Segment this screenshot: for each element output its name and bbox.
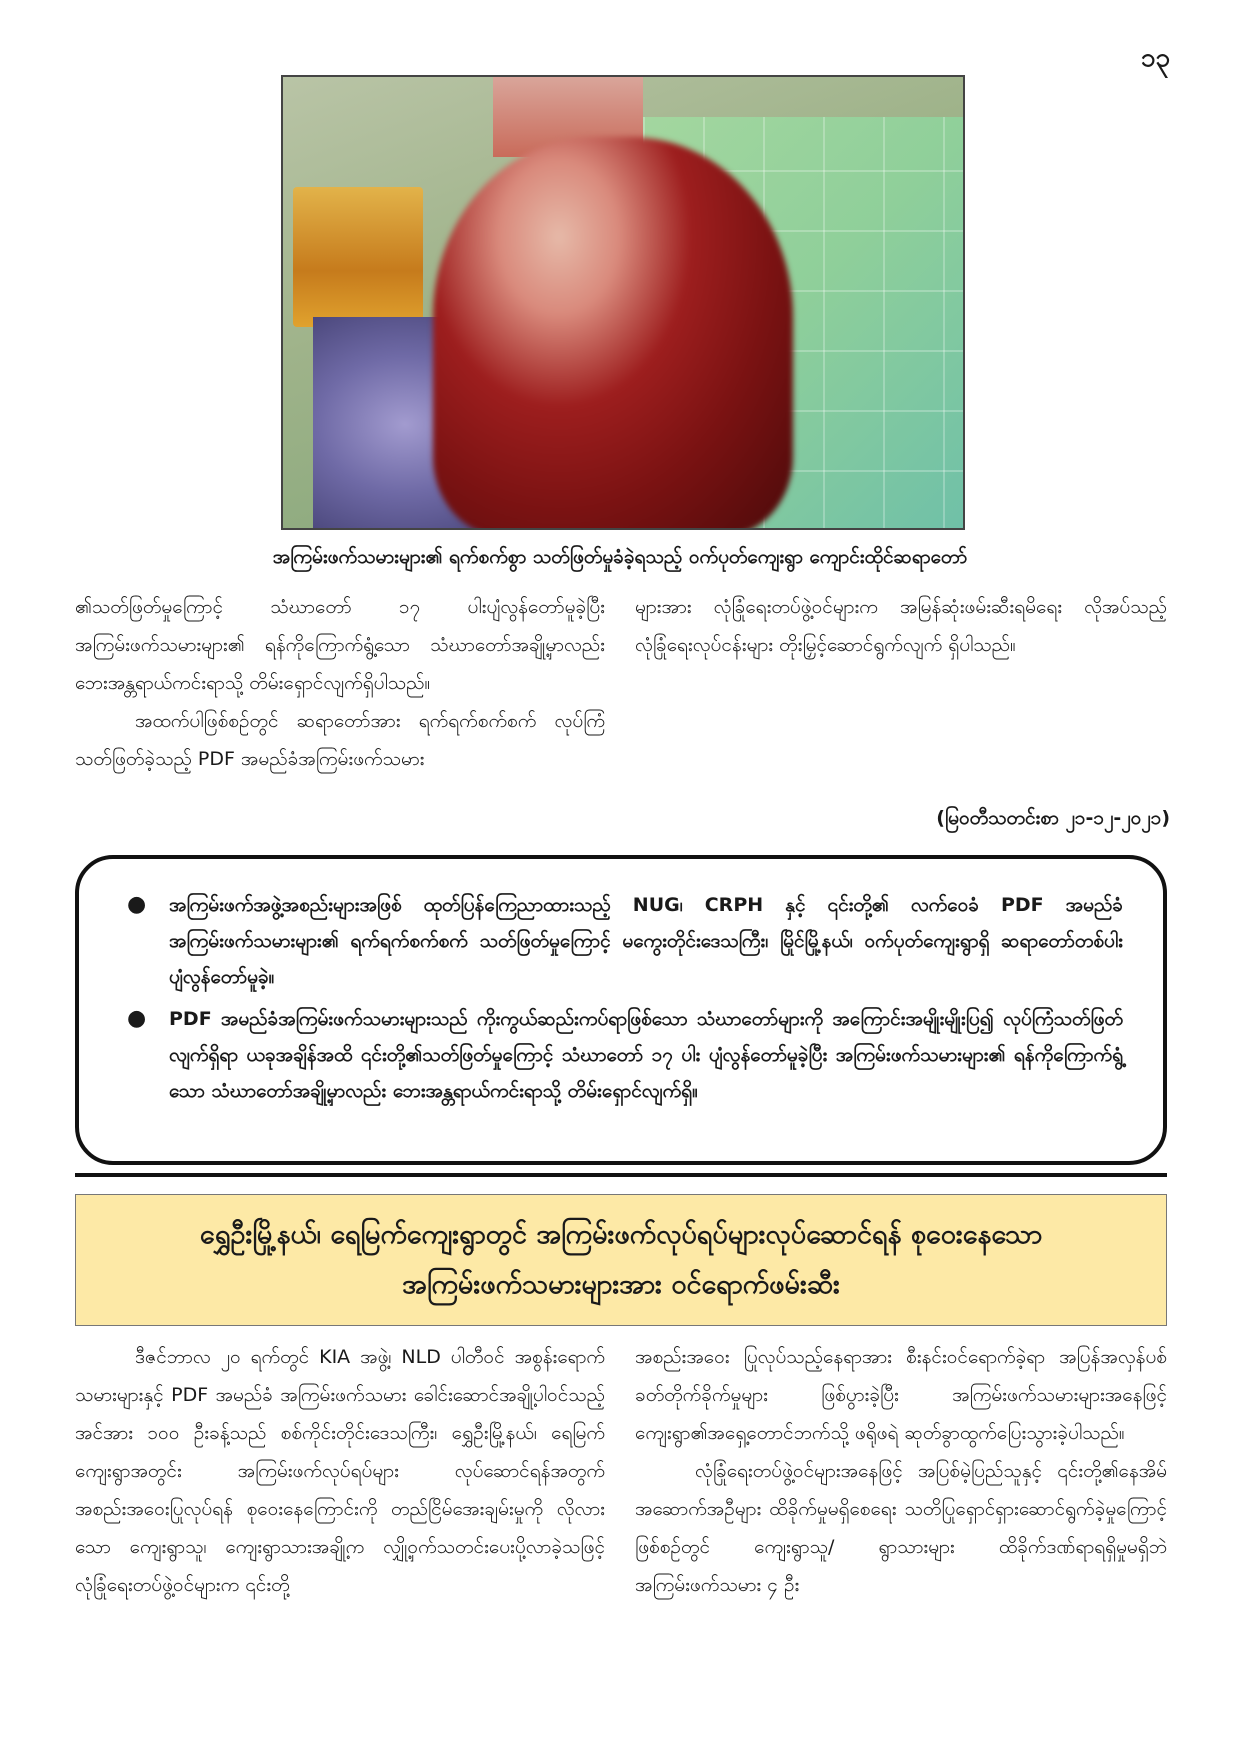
headline-line-2: အကြမ်းဖက်သမားများအား ဝင်ရောက်ဖမ်းဆီး xyxy=(402,1269,840,1300)
article-right-column xyxy=(635,1338,1167,1604)
left-column xyxy=(75,588,605,778)
page-number: ၁၃ xyxy=(1140,43,1170,73)
left-paragraph-2: အထက်ပါဖြစ်စဉ်တွင် ဆရာတော်အား ရက်ရက်စက်စက် လုပ်ကြံသတ်ဖြတ်ခဲ့သည့် PDF အမည်ခံအကြမ်းဖက်သမား xyxy=(75,710,605,770)
summary-bullet xyxy=(119,887,1123,995)
photo-blurred-figure xyxy=(433,137,793,530)
summary-bullet xyxy=(119,1001,1123,1109)
bullet-icon: ● xyxy=(127,892,147,917)
right-column xyxy=(635,588,1167,664)
headline-line-1: ရွှေဦးမြို့နယ်၊ ရေမြက်ကျေးရွာတွင် အကြမ်းဖက်လုပ်ရပ်များလုပ်ဆောင်ရန် စုဝေးနေသော xyxy=(199,1219,1043,1250)
article-left-paragraph: ဒီဇင်ဘာလ ၂၀ ရက်တွင် KIA အဖွဲ့၊ NLD ပါတီဝင် အစွန်းရောက်သမားများနှင့် PDF အမည်ခံ အကြမ်းဖက်သမား ခေါင်းဆောင်အချို့ပါဝင်သည့် အင်အား ၁၀၀ ဦးခန့်သည် စစ်ကိုင်းတိုင်းဒေသကြီး၊ ရွှေဦးမြို့နယ်၊ ရေမြက်ကျေးရွာအတွင်း အကြမ်းဖက်လုပ်ရပ်များ လုပ်ဆောင်ရန်အတွက် အစည်းအဝေးပြုလုပ်ရန် စုဝေးနေကြောင်းကို တည်ငြိမ်အေးချမ်းမှုကို လိုလားသော ကျေးရွာသူ၊ ကျေးရွာသားအချို့က လျှို့ဝှက်သတင်းပေးပို့လာခဲ့သဖြင့် လုံခြုံရေးတပ်ဖွဲ့ဝင်များက ၎င်းတို့ xyxy=(75,1346,605,1596)
article-right-paragraph-1: အစည်းအဝေး ပြုလုပ်သည့်နေရာအား စီးနင်းဝင်ရောက်ခဲ့ရာ အပြန်အလှန်ပစ်ခတ်တိုက်ခိုက်မှုများ ဖြစ်ပွားခဲ့ပြီး အကြမ်းဖက်သမားများအနေဖြင့် ကျေးရွာ၏အရှေ့တောင်ဘက်သို့ ဖရိုဖရဲ ဆုတ်ခွာထွက်ပြေးသွားခဲ့ပါသည်။ xyxy=(635,1346,1167,1444)
source-citation: (မြဝတီသတင်းစာ ၂၁-၁၂-၂၀၂၁) xyxy=(936,807,1170,829)
bullet-icon: ● xyxy=(127,1006,147,1031)
photo-caption: အကြမ်းဖက်သမားများ၏ ရက်စက်စွာ သတ်ဖြတ်မှုခံခဲ့ရသည့် ဝက်ပုတ်ကျေးရွာ ကျောင်းထိုင်ဆရာတော် xyxy=(272,546,968,568)
article-right-paragraph-2: လုံခြုံရေးတပ်ဖွဲ့ဝင်များအနေဖြင့် အပြစ်မဲ့ပြည်သူနှင့် ၎င်းတို့၏နေအိမ်အဆောက်အဦများ ထိခိုက်မှုမရှိစေရေး သတိပြုရှောင်ရှားဆောင်ရွက်ခဲ့မှုကြောင့် ဖြစ်စဉ်တွင် ကျေးရွာသူ/ ရွာသားများ ထိခိုက်ဒဏ်ရာရရှိမှုမရှိဘဲ အကြမ်းဖက်သမား ၄ ဦး xyxy=(635,1460,1167,1596)
summary-text: အကြမ်းဖက်အဖွဲ့အစည်းများအဖြစ် ထုတ်ပြန်ကြေညာထားသည့် NUG၊ CRPH နှင့် ၎င်းတို့၏ လက်ဝေခံ PDF အမည်ခံ အကြမ်းဖက်သမားများ၏ ရက်ရက်စက်စက် သတ်ဖြတ်မှုကြောင့် မကွေးတိုင်းဒေသကြီး၊ မြိုင်မြို့နယ်၊ ဝက်ပုတ်ကျေးရွာရှိ ဆရာတော်တစ်ပါး ပျံလွန်တော်မူခဲ့။ xyxy=(169,894,1123,988)
left-paragraph-1: ၏သတ်ဖြတ်မှုကြောင့် သံဃာတော် ၁၇ ပါးပျံလွန်တော်မူခဲ့ပြီး အကြမ်းဖက်သမားများ၏ ရန်ကိုကြောက်ရွံ့သော သံဃာတော်အချို့မှာလည်း ဘေးအန္တရာယ်ကင်းရာသို့ တိမ်းရှောင်လျက်ရှိပါသည်။ xyxy=(75,596,605,694)
summary-box xyxy=(75,855,1167,1165)
photo-box xyxy=(293,187,423,327)
right-paragraph-1: များအား လုံခြုံရေးတပ်ဖွဲ့ဝင်များက အမြန်ဆုံးဖမ်းဆီးရမိရေး လိုအပ်သည့် လုံခြုံရေးလုပ်ငန်းများ တိုးမြှင့်ဆောင်ရွက်လျက် ရှိပါသည်။ xyxy=(635,596,1167,656)
summary-list xyxy=(119,887,1123,1109)
summary-text: PDF အမည်ခံအကြမ်းဖက်သမားများသည် ကိုးကွယ်ဆည်းကပ်ရာဖြစ်သော သံဃာတော်များကို အကြောင်းအမျိုးမျိုးပြ၍ လုပ်ကြံသတ်ဖြတ်လျက်ရှိရာ ယခုအချိန်အထိ ၎င်းတို့၏သတ်ဖြတ်မှုကြောင့် သံဃာတော် ၁၇ ပါး ပျံလွန်တော်မူခဲ့ပြီး အကြမ်းဖက်သမားများ၏ ရန်ကိုကြောက်ရွံ့သော သံဃာတော်အချို့မှာလည်း ဘေးအန္တရာယ်ကင်းရာသို့ တိမ်းရှောင်လျက်ရှိ။ xyxy=(169,1008,1123,1102)
news-photo xyxy=(281,75,965,530)
article-left-column xyxy=(75,1338,605,1604)
section-divider xyxy=(75,1173,1167,1177)
article-headline xyxy=(75,1194,1167,1326)
